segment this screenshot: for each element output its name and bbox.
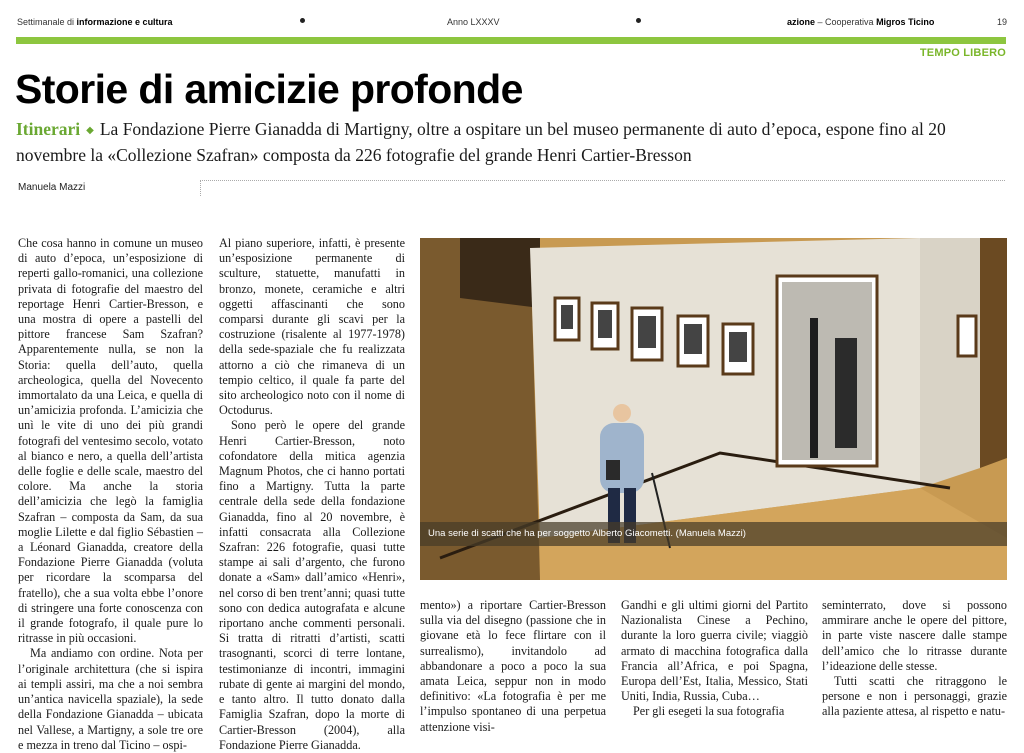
- paragraph: Che cosa hanno in comune un museo di auto d’epoca, un’esposizione di reperti gallo-romanici, una collezione privata di fotografie del maestro del reportage Henri Cartier-Bresson, e una mostra di opere a pastelli del pittore francese Sam Szafran? Apparentemente nulla, se non la Storia: quella dell’auto, quella archeologica, quella del Novecento immortalato da una Leica, e quella di un’amicizia profonda. L’amicizia che unì le vite di uno dei più grandi fotografi del ventesimo secolo, votato al bianco e nero, a quella dell’artista delle foglie e delle scale, maestro del colore. Ma anche la storia dell’amicizia che legò la famiglia Szafran – composta da Sam, da sua moglie Lilette e dal figlio Sébastien – a Léonard Gianadda, creatore della Fondazione Pierre Gianadda (voluta per ricordare la scomparsa del fratello), che a sua volta ebbe l’onore di stringere una forte conoscenza con il grande fotografo, il quale pure lo ritrasse in più occasioni.: [18, 236, 203, 646]
- header-bullet-left: [300, 18, 305, 23]
- article-column-1: [18, 236, 203, 752]
- article-lead: [16, 117, 1011, 167]
- publication-tagline: Settimanale di informazione e cultura: [17, 17, 173, 27]
- section-label: TEMPO LIBERO: [919, 47, 1006, 59]
- paragraph: Sono però le opere del grande Henri Cartier-Bresson, noto cofondatore della mitica agenzia Magnum Photos, che ci hanno portati fino a Martigny. Tutta la parte centrale della sede della fondazione Gianadda, fino al 20 novembre, è infatti consacrata alla Collezione Szafran: 226 fotografie, quasi tutte stampe ai sali d’argento, che furono donate a «Sam» dall’amico «Henri», nel corso di ben trent’anni; quasi tutte sono con dedica autografata e alcune riportano anche commenti personali. Si tratta di ritratti d’artisti, scatti trasognanti, scorci di terre lontane, testimonianze di incontri, immagini rubate di gente ai margini del mondo, e tanto altro. Il tutto donato dalla Famiglia Szafran, dopo la morte di Cartier-Bresson (2004), alla Fondazione Pierre Gianadda.: [219, 418, 405, 752]
- photo-caption: Una serie di scatti che ha per soggetto Alberto Giacometti. (Manuela Mazzi): [420, 522, 1007, 546]
- article-column-2: [219, 236, 405, 752]
- paragraph: Tutti scatti che ritraggono le persone e non i personaggi, grazie alla paziente attesa, al rispetto e natu-: [822, 674, 1007, 719]
- page-number: 19: [997, 17, 1008, 27]
- publication-name: azione – Cooperativa Migros Ticino: [787, 17, 935, 27]
- article-column-4: [621, 598, 808, 719]
- paragraph: seminterrato, dove si possono ammirare anche le opere del pittore, in parte viste nascere dalle stampe dell’amico che lo ritrasse durante l’ideazione delle stesse.: [822, 598, 1007, 673]
- diamond-separator-icon: ◆: [86, 125, 94, 136]
- lead-kicker: Itinerari: [16, 119, 81, 139]
- article-column-5: [822, 598, 1007, 719]
- lead-text: La Fondazione Pierre Gianadda di Martigny, oltre a ospitare un bel museo permanente di auto d’epoca, espone fino al 20 novembre la «Collezione Szafran» composta da 226 fotografie del grande Henri Cartier-Bresson: [16, 119, 946, 165]
- paragraph: Gandhi e gli ultimi giorni del Partito Nazionalista Cinese a Pechino, durante la loro guerra civile; viaggiò armato di macchina fotografica dalla Francia all’Africa, e poi Spagna, Europa dell’Est, Italia, Messico, Stati Uniti, India, Russia, Cuba…: [621, 598, 808, 704]
- dotted-rule-vertical: [200, 180, 201, 196]
- section-divider-bar: [16, 37, 1006, 44]
- article-author: Manuela Mazzi: [18, 182, 86, 193]
- dotted-rule: [200, 180, 1005, 181]
- paragraph: Al piano superiore, infatti, è presente un’esposizione permanente di sculture, statuette, manufatti in bronzo, monete, ceramiche e altri oggetti affascinanti che sono comparsi durante gli scavi per la costruzione (risalente al 1977-1978) della sede-spaziale che fu realizzata attorno a ciò che rimaneva di un tempio celtico, il quale fa parte del sito archeologico noto con il nome di Octodurus.: [219, 236, 405, 418]
- issue-year: Anno LXXXV: [447, 17, 500, 27]
- paragraph: mento») a riportare Cartier-Bresson sulla via del disegno (passione che in giovane età lo fece flirtare con il surrealismo), invitandolo ad abbandonare a poco a poco la sua amata Leica, seppur non in modo definitivo: «La fotografia è per me l’impulso spontaneo di una perpetua attenzione visi-: [420, 598, 606, 734]
- paragraph: Ma andiamo con ordine. Nota per l’originale architettura (che si ispira ai templi assiri, ma che a noi sembra un’antica navicella spaziale), la sede della Fondazione Gianadda – ubicata nel Vallese, a Martigny, a sole tre ore e mezza in treno dal Ticino – ospi-: [18, 646, 203, 752]
- article-column-3: [420, 598, 606, 734]
- header-bullet-right: [636, 18, 641, 23]
- article-title: Storie di amicizie profonde: [15, 66, 523, 112]
- paragraph: Per gli esegeti la sua fotografia: [633, 704, 785, 719]
